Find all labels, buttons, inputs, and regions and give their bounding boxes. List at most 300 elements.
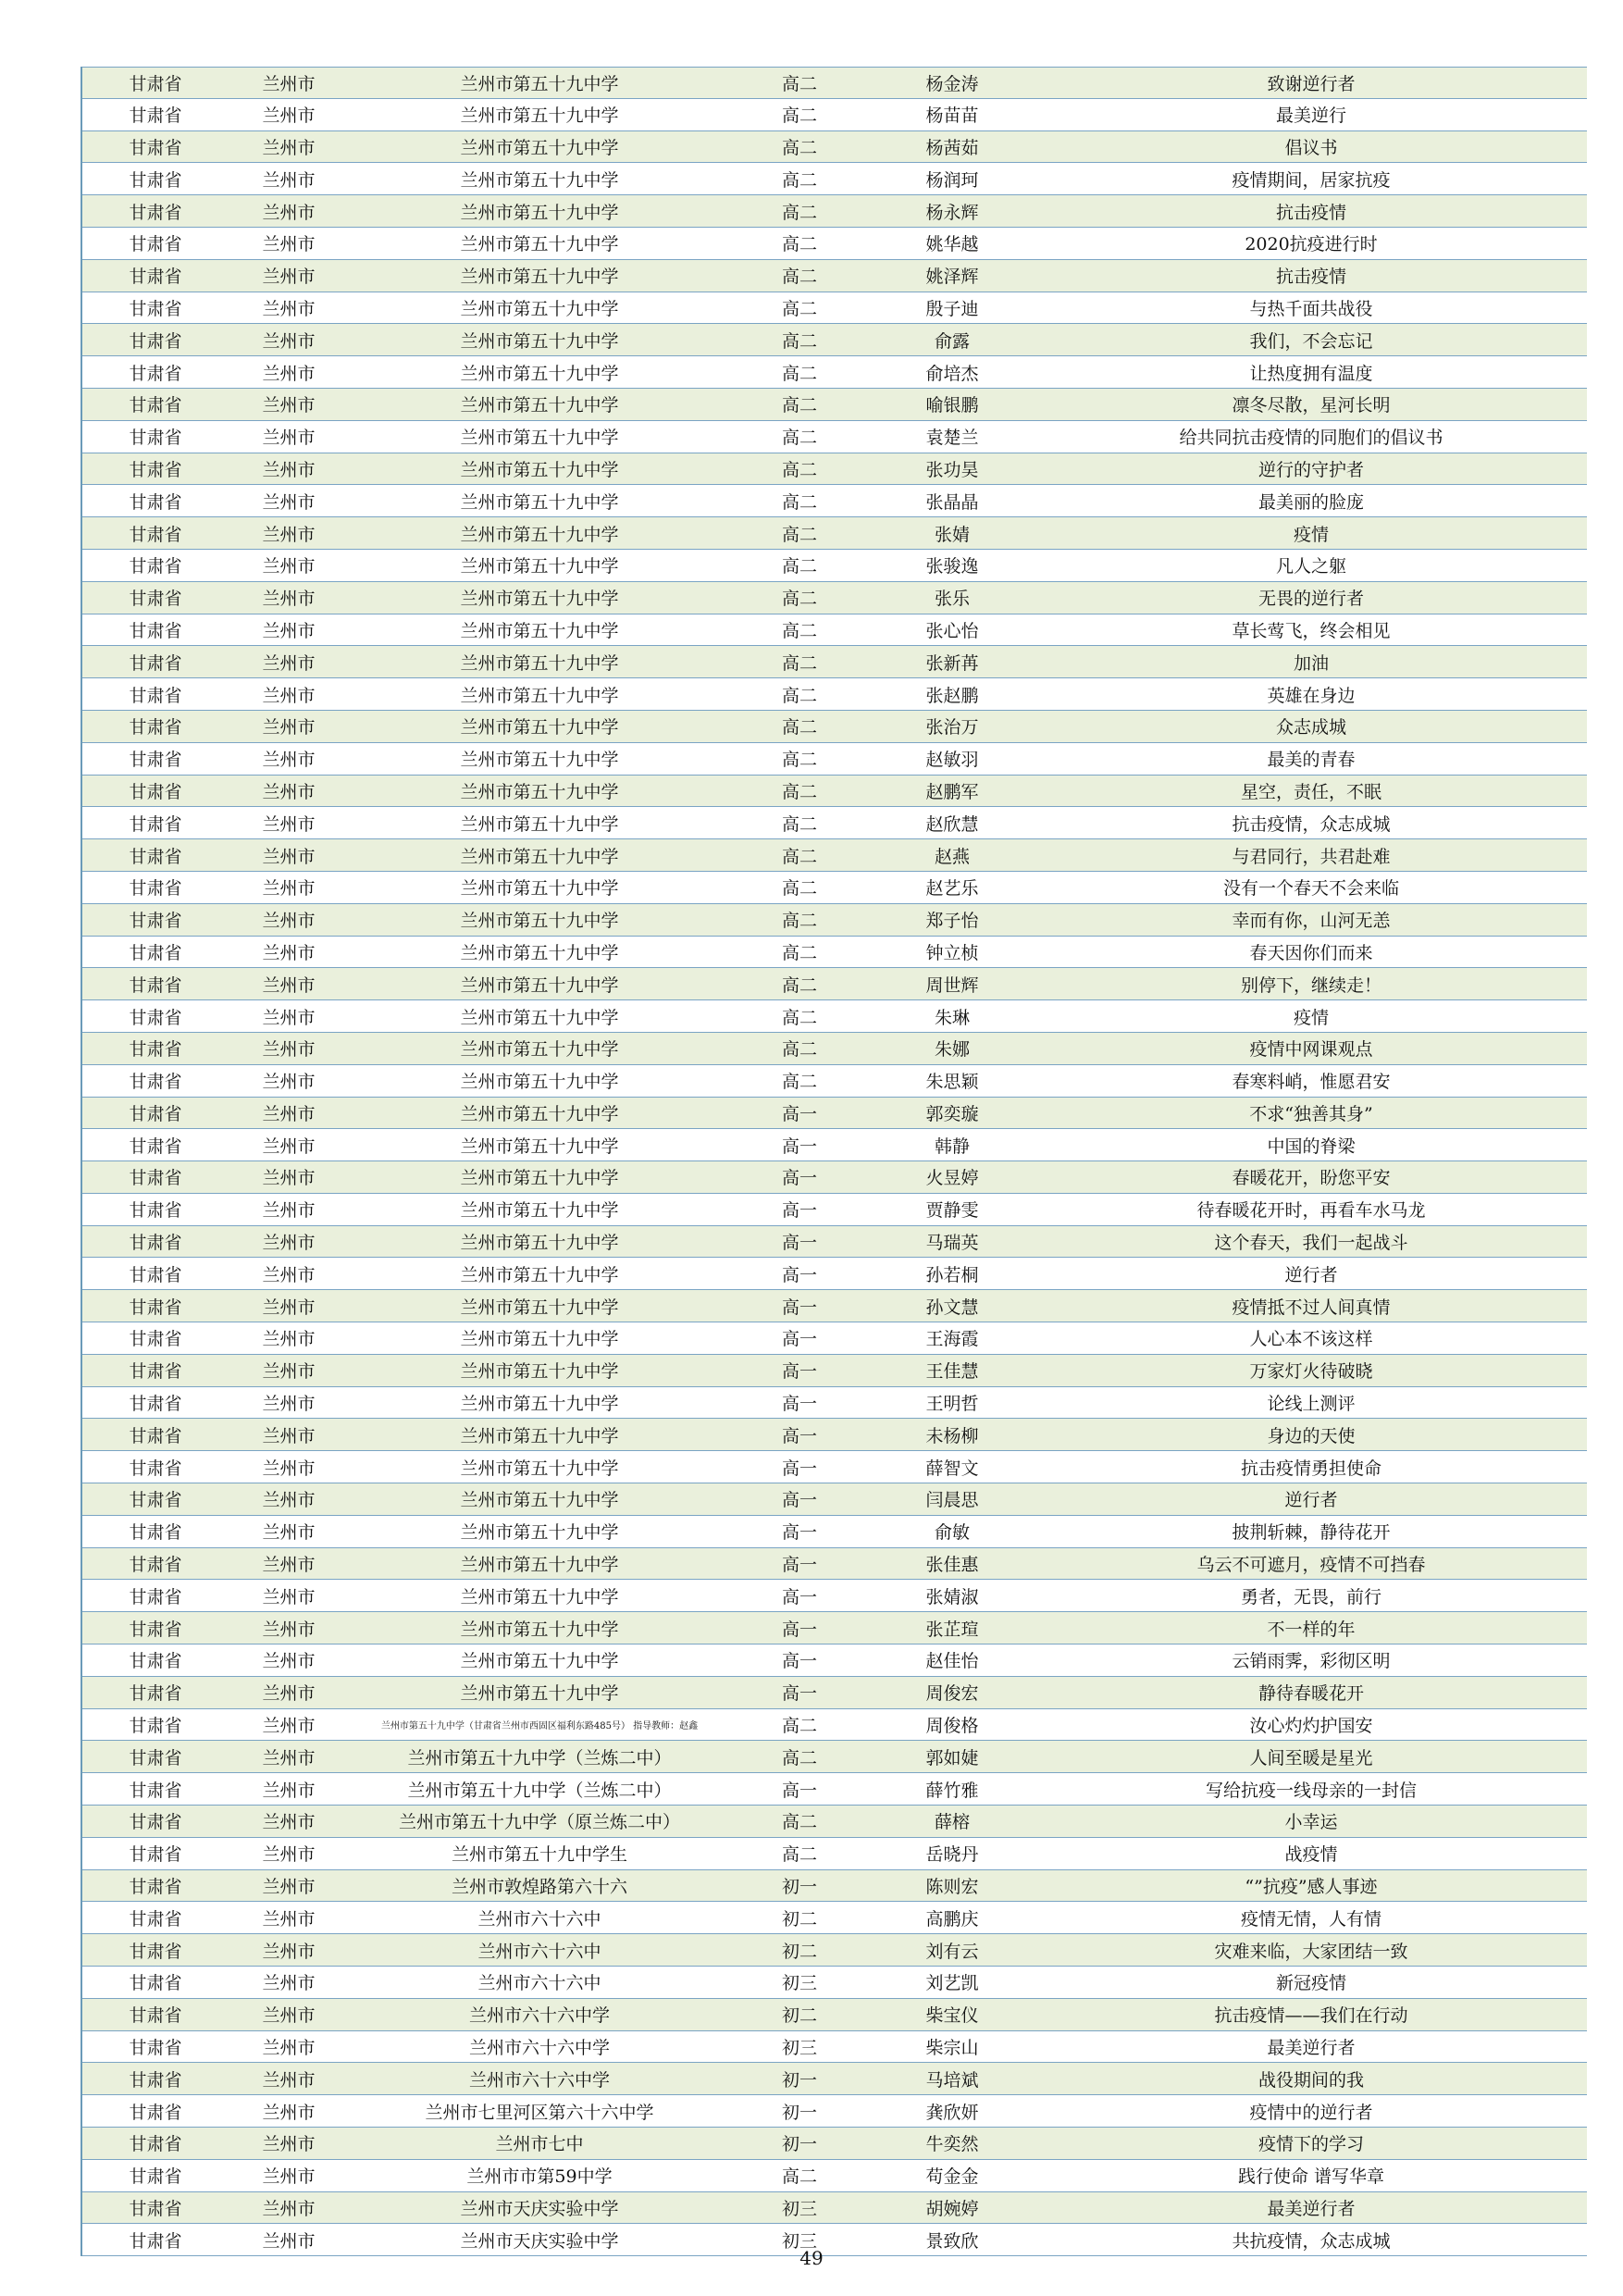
student-name-cell: 张佳惠: [925, 1555, 979, 1576]
province-cell: 甘肃省: [129, 717, 182, 738]
student-name-cell: 王佳慧: [925, 1361, 979, 1383]
work-title-cell: 最美逆行者: [1267, 2038, 1356, 2058]
student-name-cell: 周俊宏: [925, 1683, 979, 1705]
school-cell: 兰州市第五十九中学: [460, 1136, 619, 1157]
province-cell: 甘肃省: [129, 1072, 182, 1093]
province-cell: 甘肃省: [129, 974, 182, 996]
work-title-cell: 最美的青春: [1267, 750, 1356, 771]
school-cell: 兰州市第五十九中学: [460, 942, 619, 963]
province-cell: 甘肃省: [129, 652, 182, 674]
city-cell: 兰州市: [262, 298, 316, 319]
city-cell: 兰州市: [262, 556, 316, 577]
table-row: [82, 937, 1587, 969]
student-name-cell: 贾静雯: [925, 1200, 979, 1222]
province-cell: 甘肃省: [129, 1522, 182, 1544]
table-row: [82, 968, 1587, 1000]
province-cell: 甘肃省: [129, 73, 182, 94]
work-title-cell: 疫情: [1293, 524, 1329, 545]
city-cell: 兰州市: [262, 1941, 316, 1962]
work-title-cell: 2020抗疫进行时: [1245, 234, 1378, 255]
student-name-cell: 马培斌: [925, 2069, 979, 2091]
city-cell: 兰州市: [262, 1264, 316, 1285]
province-cell: 甘肃省: [129, 1651, 182, 1672]
student-name-cell: 柴宝仪: [925, 2005, 979, 2027]
province-cell: 甘肃省: [129, 2134, 182, 2155]
work-title-cell: 春暖花开，盼您平安: [1232, 1168, 1391, 1189]
table-row: [82, 1548, 1587, 1581]
table-row: [82, 582, 1587, 614]
student-name-cell: 赵欣慧: [925, 813, 979, 835]
province-cell: 甘肃省: [129, 556, 182, 577]
table-row: [82, 1806, 1587, 1838]
city-cell: 兰州市: [262, 685, 316, 706]
province-cell: 甘肃省: [129, 1039, 182, 1061]
table-row: [82, 485, 1587, 517]
work-title-cell: 草长莺飞，终会相见: [1232, 620, 1391, 641]
city-cell: 兰州市: [262, 1619, 316, 1640]
table-row: [82, 1838, 1587, 1870]
work-title-cell: 无畏的逆行者: [1258, 589, 1364, 610]
student-name-cell: 薛智文: [925, 1458, 979, 1479]
student-name-cell: 王海霞: [925, 1329, 979, 1350]
grade-cell: 高二: [781, 1007, 817, 1028]
province-cell: 甘肃省: [129, 330, 182, 352]
student-name-cell: 杨苗苗: [925, 105, 979, 127]
province-cell: 甘肃省: [129, 1458, 182, 1479]
work-title-cell: 勇者，无畏，前行: [1240, 1586, 1381, 1607]
city-cell: 兰州市: [262, 781, 316, 802]
city-cell: 兰州市: [262, 73, 316, 94]
grade-cell: 高二: [781, 105, 817, 127]
school-cell: 兰州市六十六中: [477, 1941, 601, 1962]
province-cell: 甘肃省: [129, 1973, 182, 1994]
school-cell: 兰州市第五十九中学: [460, 267, 619, 288]
school-cell: 兰州市第五十九中学: [460, 1555, 619, 1576]
student-name-cell: 殷子迪: [925, 298, 979, 319]
province-cell: 甘肃省: [129, 267, 182, 288]
table-row: [82, 195, 1587, 228]
student-name-cell: 岳晓丹: [925, 1844, 979, 1866]
table-row: [82, 614, 1587, 647]
work-title-cell: 疫情下的学习: [1258, 2134, 1364, 2155]
grade-cell: 高二: [781, 491, 817, 513]
work-title-cell: 疫情期间，居家抗疫: [1232, 169, 1391, 191]
school-cell: 兰州市第五十九中学: [460, 1103, 619, 1124]
school-cell: 兰州市第五十九中学: [460, 878, 619, 900]
student-name-cell: 俞敏: [934, 1522, 970, 1544]
school-cell: 兰州市第五十九中学: [460, 974, 619, 996]
city-cell: 兰州市: [262, 169, 316, 191]
table-row: [82, 1226, 1587, 1259]
school-cell: 兰州市第五十九中学: [460, 1168, 619, 1189]
school-cell: 兰州市第五十九中学: [460, 1425, 619, 1446]
table-row: [82, 711, 1587, 743]
grade-cell: 高一: [781, 1586, 817, 1607]
school-cell: 兰州市第五十九中学: [460, 363, 619, 384]
student-name-cell: 郭如婕: [925, 1747, 979, 1769]
student-name-cell: 景致欣: [925, 2230, 979, 2252]
province-cell: 甘肃省: [129, 2038, 182, 2058]
province-cell: 甘肃省: [129, 1780, 182, 1801]
table-row: [82, 1516, 1587, 1548]
city-cell: 兰州市: [262, 524, 316, 545]
school-cell: 兰州市第五十九中学: [460, 1394, 619, 1415]
table-row: [82, 839, 1587, 872]
school-cell: 兰州市第五十九中学: [460, 1200, 619, 1222]
city-cell: 兰州市: [262, 1425, 316, 1446]
work-title-cell: 这个春天，我们一起战斗: [1214, 1233, 1408, 1254]
province-cell: 甘肃省: [129, 911, 182, 932]
city-cell: 兰州市: [262, 1200, 316, 1222]
work-title-cell: 灾难来临，大家团结一致: [1214, 1941, 1408, 1962]
province-cell: 甘肃省: [129, 395, 182, 416]
school-cell: 兰州市第五十九中学: [460, 813, 619, 835]
province-cell: 甘肃省: [129, 1329, 182, 1350]
work-title-cell: 写给抗疫一线母亲的一封信: [1205, 1780, 1417, 1801]
work-title-cell: 抗击疫情: [1275, 267, 1346, 288]
table-row: [82, 2192, 1587, 2225]
school-cell: 兰州市第五十九中学（兰炼二中）: [407, 1780, 672, 1801]
school-cell: 兰州市六十六中学: [468, 2005, 610, 2027]
grade-cell: 高一: [781, 1394, 817, 1415]
table-row: [82, 389, 1587, 421]
city-cell: 兰州市: [262, 974, 316, 996]
student-name-cell: 张治万: [925, 717, 979, 738]
grade-cell: 高二: [781, 781, 817, 802]
province-cell: 甘肃省: [129, 1683, 182, 1705]
province-cell: 甘肃省: [129, 1425, 182, 1446]
work-title-cell: 英雄在身边: [1267, 685, 1356, 706]
student-name-cell: 郑子怡: [925, 911, 979, 932]
work-title-cell: 最美逆行: [1275, 105, 1346, 127]
grade-cell: 高二: [781, 620, 817, 641]
student-name-cell: 杨润珂: [925, 169, 979, 191]
student-name-cell: 赵鹏军: [925, 781, 979, 802]
grade-cell: 高一: [781, 1200, 817, 1222]
student-name-cell: 杨金涛: [925, 73, 979, 94]
work-title-cell: 共抗疫情，众志成城: [1232, 2230, 1391, 2252]
school-cell: 兰州市七中: [495, 2134, 584, 2155]
table-row: [82, 1387, 1587, 1420]
student-name-cell: 张赵鹏: [925, 685, 979, 706]
student-name-cell: 龚欣妍: [925, 2102, 979, 2123]
work-title-cell: 疫情中网课观点: [1249, 1039, 1373, 1061]
city-cell: 兰州市: [262, 1651, 316, 1672]
grade-cell: 高一: [781, 1522, 817, 1544]
grade-cell: 高二: [781, 2166, 817, 2188]
school-cell: 兰州市第五十九中学: [460, 105, 619, 127]
city-cell: 兰州市: [262, 1490, 316, 1511]
school-cell: 兰州市第五十九中学: [460, 428, 619, 449]
city-cell: 兰州市: [262, 911, 316, 932]
table-row: [82, 1580, 1587, 1612]
school-cell: 兰州市六十六中: [477, 1973, 601, 1994]
student-name-cell: 韩静: [934, 1136, 970, 1157]
grade-cell: 高二: [781, 202, 817, 223]
grade-cell: 高一: [781, 1651, 817, 1672]
grade-cell: 高一: [781, 1297, 817, 1318]
grade-cell: 高二: [781, 169, 817, 191]
table-row: [82, 1773, 1587, 1806]
city-cell: 兰州市: [262, 1586, 316, 1607]
grade-cell: 高二: [781, 652, 817, 674]
school-cell: 兰州市第五十九中学: [460, 298, 619, 319]
table-row: [82, 550, 1587, 582]
city-cell: 兰州市: [262, 1458, 316, 1479]
city-cell: 兰州市: [262, 2005, 316, 2027]
city-cell: 兰州市: [262, 2038, 316, 2058]
table-row: [82, 2128, 1587, 2160]
city-cell: 兰州市: [262, 2134, 316, 2155]
table-row: [82, 163, 1587, 195]
school-cell: 兰州市第五十九中学: [460, 137, 619, 158]
table-row: [82, 67, 1587, 99]
student-name-cell: 陈则宏: [925, 1877, 979, 1898]
grade-cell: 高二: [781, 1039, 817, 1061]
student-name-cell: 苟金金: [925, 2166, 979, 2188]
school-cell: 兰州市第五十九中学: [460, 1490, 619, 1511]
school-cell: 兰州市第五十九中学: [460, 491, 619, 513]
work-title-cell: 战役期间的我: [1258, 2069, 1364, 2091]
work-title-cell: 逆行者: [1284, 1264, 1338, 1285]
work-title-cell: 没有一个春天不会来临: [1222, 878, 1399, 900]
grade-cell: 高一: [781, 1619, 817, 1640]
school-cell: 兰州市第五十九中学: [460, 1651, 619, 1672]
province-cell: 甘肃省: [129, 524, 182, 545]
school-cell: 兰州市第五十九中学: [460, 685, 619, 706]
student-name-cell: 朱思颖: [925, 1072, 979, 1093]
city-cell: 兰州市: [262, 652, 316, 674]
table-row: [82, 1999, 1587, 2031]
work-title-cell: 别停下，继续走！: [1240, 974, 1381, 996]
grade-cell: 高二: [781, 813, 817, 835]
school-cell: 兰州市第五十九中学: [460, 1683, 619, 1705]
city-cell: 兰州市: [262, 137, 316, 158]
grade-cell: 高二: [781, 750, 817, 771]
student-name-cell: 高鹏庆: [925, 1908, 979, 1930]
table-row: [82, 1709, 1587, 1742]
province-cell: 甘肃省: [129, 2166, 182, 2188]
table-row: [82, 1258, 1587, 1290]
grade-cell: 高二: [781, 234, 817, 255]
table-row: [82, 1967, 1587, 1999]
work-title-cell: 我们，不会忘记: [1249, 330, 1373, 352]
grade-cell: 初二: [781, 1908, 817, 1930]
table-row: [82, 356, 1587, 389]
work-title-cell: 与君同行，共君赴难: [1232, 846, 1391, 867]
city-cell: 兰州市: [262, 1747, 316, 1769]
school-cell: 兰州市第五十九中学: [460, 1007, 619, 1028]
city-cell: 兰州市: [262, 1716, 316, 1737]
work-title-cell: 披荆斩棘，静待花开: [1232, 1522, 1391, 1544]
school-cell: 兰州市第五十九中学: [460, 911, 619, 932]
school-cell: 兰州市第五十九中学: [460, 395, 619, 416]
student-name-cell: 火昱婷: [925, 1168, 979, 1189]
grade-cell: 初一: [781, 1877, 817, 1898]
table-row: [82, 1065, 1587, 1098]
student-name-cell: 赵敏羽: [925, 750, 979, 771]
grade-cell: 高一: [781, 1264, 817, 1285]
work-title-cell: 最美逆行者: [1267, 2198, 1356, 2219]
grade-cell: 高二: [781, 298, 817, 319]
student-name-cell: 孙若桐: [925, 1264, 979, 1285]
grade-cell: 初二: [781, 2005, 817, 2027]
student-name-cell: 郭奕璇: [925, 1103, 979, 1124]
grade-cell: 高二: [781, 1747, 817, 1769]
work-title-cell: 让热度拥有温度: [1249, 363, 1373, 384]
city-cell: 兰州市: [262, 1908, 316, 1930]
grade-cell: 高二: [781, 846, 817, 867]
student-name-cell: 周俊格: [925, 1716, 979, 1737]
work-title-cell: 抗击疫情勇担使命: [1240, 1458, 1381, 1479]
work-title-cell: 疫情中的逆行者: [1249, 2102, 1373, 2123]
table-row: [82, 99, 1587, 131]
student-name-cell: 杨永辉: [925, 202, 979, 223]
province-cell: 甘肃省: [129, 942, 182, 963]
province-cell: 甘肃省: [129, 685, 182, 706]
grade-cell: 高二: [781, 428, 817, 449]
table-row: [82, 228, 1587, 260]
work-title-cell: 论线上测评: [1267, 1394, 1356, 1415]
province-cell: 甘肃省: [129, 1233, 182, 1254]
province-cell: 甘肃省: [129, 1747, 182, 1769]
province-cell: 甘肃省: [129, 202, 182, 223]
province-cell: 甘肃省: [129, 1200, 182, 1222]
grade-cell: 高一: [781, 1555, 817, 1576]
table-row: [82, 517, 1587, 550]
work-title-cell: 中国的脊梁: [1267, 1136, 1356, 1157]
city-cell: 兰州市: [262, 1168, 316, 1189]
school-cell: 兰州市七里河区第六十六中学: [425, 2102, 654, 2123]
province-cell: 甘肃省: [129, 1490, 182, 1511]
city-cell: 兰州市: [262, 234, 316, 255]
grade-cell: 高二: [781, 911, 817, 932]
student-name-cell: 柴宗山: [925, 2038, 979, 2058]
student-name-cell: 王明哲: [925, 1394, 979, 1415]
table-row: [82, 1419, 1587, 1451]
table-row: [82, 743, 1587, 776]
grade-cell: 高二: [781, 685, 817, 706]
table-row: [82, 646, 1587, 678]
province-cell: 甘肃省: [129, 846, 182, 867]
grade-cell: 高二: [781, 73, 817, 94]
student-name-cell: 赵佳怡: [925, 1651, 979, 1672]
province-cell: 甘肃省: [129, 750, 182, 771]
work-title-cell: 致谢逆行者: [1267, 73, 1356, 94]
work-title-cell: 加油: [1293, 652, 1329, 674]
table-row: [82, 1129, 1587, 1161]
table-row: [82, 1612, 1587, 1644]
school-cell: 兰州市第五十九中学: [460, 1264, 619, 1285]
table-row: [82, 678, 1587, 711]
city-cell: 兰州市: [262, 813, 316, 835]
table-row: [82, 1194, 1587, 1226]
table-row: [82, 807, 1587, 839]
table-row: [82, 776, 1587, 808]
student-name-cell: 张功昊: [925, 459, 979, 480]
work-title-cell: 倡议书: [1284, 137, 1338, 158]
student-name-cell: 张婧淑: [925, 1586, 979, 1607]
work-title-cell: 众志成城: [1275, 717, 1346, 738]
table-row: [82, 421, 1587, 453]
grade-cell: 高二: [781, 556, 817, 577]
grade-cell: 高二: [781, 395, 817, 416]
city-cell: 兰州市: [262, 2102, 316, 2123]
student-name-cell: 袁楚兰: [925, 428, 979, 449]
work-title-cell: 汝心灼灼护国安: [1249, 1716, 1373, 1737]
student-name-cell: 薛榕: [934, 1812, 970, 1833]
grade-cell: 高一: [781, 1425, 817, 1446]
work-title-cell: 与热千面共战役: [1249, 298, 1373, 319]
table-row: [82, 131, 1587, 164]
school-cell: 兰州市第五十九中学: [460, 1361, 619, 1383]
school-cell: 兰州市第五十九中学: [460, 1072, 619, 1093]
province-cell: 甘肃省: [129, 1716, 182, 1737]
grade-cell: 初三: [781, 2198, 817, 2219]
work-title-cell: 凡人之躯: [1275, 556, 1346, 577]
table-row: [82, 1902, 1587, 1934]
table-row: [82, 1870, 1587, 1903]
city-cell: 兰州市: [262, 1973, 316, 1994]
school-cell: 兰州市第五十九中学: [460, 1039, 619, 1061]
student-name-cell: 钟立桢: [925, 942, 979, 963]
student-name-cell: 张晶晶: [925, 491, 979, 513]
city-cell: 兰州市: [262, 1136, 316, 1157]
page-number: 49: [799, 2247, 824, 2269]
province-cell: 甘肃省: [129, 137, 182, 158]
table-row: [82, 1322, 1587, 1355]
school-cell: 兰州市第五十九中学生: [451, 1844, 627, 1866]
province-cell: 甘肃省: [129, 459, 182, 480]
student-name-cell: 周世辉: [925, 974, 979, 996]
table-row: [82, 1644, 1587, 1677]
province-cell: 甘肃省: [129, 1297, 182, 1318]
city-cell: 兰州市: [262, 267, 316, 288]
province-cell: 甘肃省: [129, 1168, 182, 1189]
grade-cell: 高一: [781, 1168, 817, 1189]
table-row: [82, 1290, 1587, 1322]
school-cell: 兰州市第五十九中学: [460, 556, 619, 577]
province-cell: 甘肃省: [129, 105, 182, 127]
grade-cell: 高二: [781, 1072, 817, 1093]
province-cell: 甘肃省: [129, 428, 182, 449]
work-title-cell: 小幸运: [1284, 1812, 1338, 1833]
table-row: [82, 1677, 1587, 1709]
grade-cell: 高一: [781, 1458, 817, 1479]
table-row: [82, 872, 1587, 904]
city-cell: 兰州市: [262, 846, 316, 867]
grade-cell: 高一: [781, 1490, 817, 1511]
school-cell: 兰州市第五十九中学: [460, 750, 619, 771]
work-title-cell: 新冠疫情: [1275, 1973, 1346, 1994]
school-cell: 兰州市第五十九中学（甘肃省兰州市西固区福利东路485号） 指导教师：赵鑫: [380, 1721, 699, 1732]
province-cell: 甘肃省: [129, 1812, 182, 1833]
grade-cell: 高二: [781, 974, 817, 996]
table-row: [82, 1934, 1587, 1967]
work-title-cell: 星空，责任，不眠: [1240, 781, 1381, 802]
city-cell: 兰州市: [262, 942, 316, 963]
school-cell: 兰州市第五十九中学: [460, 620, 619, 641]
city-cell: 兰州市: [262, 1233, 316, 1254]
work-title-cell: 凛冬尽散，星河长明: [1232, 395, 1391, 416]
student-name-cell: 胡婉婷: [925, 2198, 979, 2219]
work-title-cell: 不求“独善其身”: [1249, 1103, 1373, 1124]
grade-cell: 高一: [781, 1136, 817, 1157]
student-name-cell: 杨茜茹: [925, 137, 979, 158]
city-cell: 兰州市: [262, 105, 316, 127]
table-row: [82, 1000, 1587, 1033]
city-cell: 兰州市: [262, 363, 316, 384]
